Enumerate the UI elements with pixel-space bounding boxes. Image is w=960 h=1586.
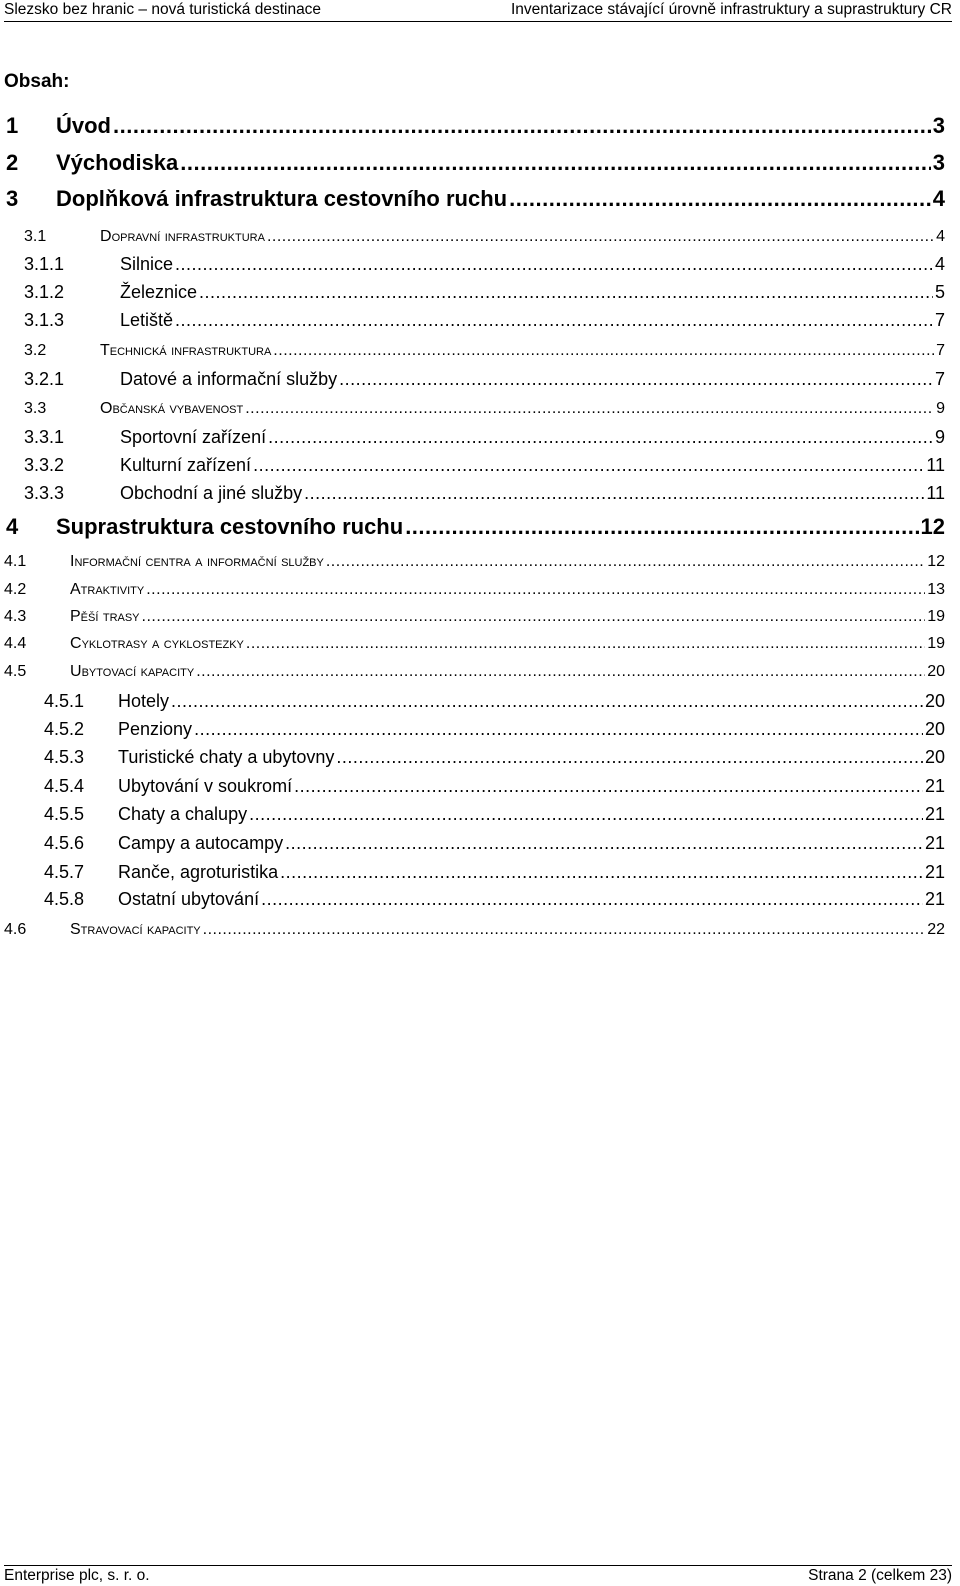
toc-entry-number: 3.3.3: [24, 483, 65, 503]
toc-entry-label: Turistické chaty a ubytovny: [118, 747, 335, 767]
toc-leader-dots: [267, 224, 934, 250]
toc-entry-label: pěší trasy: [70, 608, 140, 625]
toc-entry[interactable]: [4, 278, 945, 306]
toc-entry-label: Ranče, agroturistika: [118, 862, 279, 882]
toc-entry-number: 3.3.2: [24, 455, 65, 475]
toc-entry-label: Chaty a chalupy: [118, 804, 248, 824]
toc-entry-label: technická infrastruktura: [100, 342, 272, 359]
toc-entry-number: 4: [6, 514, 19, 539]
toc-leader-dots: [246, 631, 925, 657]
toc-leader-dots: [268, 423, 933, 451]
toc-entry[interactable]: [4, 148, 945, 178]
toc-entry-label: Ostatní ubytování: [118, 889, 260, 909]
toc-leader-dots: [146, 577, 925, 603]
toc-entry-number: 3.1.1: [24, 254, 65, 274]
toc-entry-number: 3.1.3: [24, 310, 65, 330]
toc-entry[interactable]: [4, 743, 945, 771]
toc-entry-label: Datové a informační služby: [120, 369, 338, 389]
toc-entry-number: 1: [6, 113, 19, 138]
toc-leader-dots: [175, 306, 933, 334]
toc-leader-dots: [142, 604, 926, 630]
toc-leader-dots: [261, 885, 923, 913]
toc-entry-page: 11: [926, 483, 945, 503]
toc-entry[interactable]: [24, 338, 945, 364]
toc-entry-number: 4.2: [4, 581, 27, 598]
toc-entry-page: 21: [924, 889, 945, 909]
toc-entry[interactable]: [4, 800, 945, 828]
toc-entry-page: 21: [924, 862, 945, 882]
toc-entry-page: 7: [934, 310, 945, 330]
toc-entry-number: 4.3: [4, 608, 27, 625]
header-document-title: Inventarizace stávající úrovně infrastruktury a suprastruktury CR: [510, 1, 952, 18]
toc-entry-page: 20: [924, 719, 945, 739]
toc-entry-label: Kulturní zařízení: [120, 455, 252, 475]
toc-leader-dots: [304, 479, 924, 507]
toc-entry[interactable]: [4, 715, 945, 743]
toc-entry[interactable]: [4, 184, 945, 214]
toc-entry-page: 20: [924, 691, 945, 711]
toc-entry-label: Východiska: [56, 150, 179, 175]
toc-entry-label: Suprastruktura cestovního ruchu: [56, 514, 404, 539]
toc-entry-number: 4.4: [4, 635, 27, 652]
toc-entry[interactable]: [4, 772, 945, 800]
toc-entry-page: 19: [927, 635, 945, 652]
toc-entry-page: 4: [932, 186, 945, 211]
toc-entry-page: 21: [924, 804, 945, 824]
toc-entry-number: 3.2: [24, 342, 47, 359]
toc-entry-label: Železnice: [120, 282, 198, 302]
toc-entry-page: 11: [926, 455, 945, 475]
toc-leader-dots: [203, 917, 926, 943]
toc-entry-label: Úvod: [56, 113, 111, 138]
toc-entry-label: stravovací kapacity: [70, 921, 201, 938]
toc-entry-page: 5: [934, 282, 945, 302]
toc-leader-dots: [339, 365, 933, 393]
toc-entry-page: 4: [934, 254, 945, 274]
toc-entry-label: informační centra a informační služby: [70, 553, 324, 570]
toc-leader-dots: [280, 858, 923, 886]
toc-leader-dots: [175, 250, 933, 278]
toc-entry-number: 2: [6, 150, 19, 175]
toc-entry-number: 4.1: [4, 553, 27, 570]
toc-entry[interactable]: [4, 549, 945, 575]
toc-entry-label: Letiště: [120, 310, 174, 330]
toc-entry-number: 4.5.7: [44, 862, 85, 882]
toc-entry[interactable]: [4, 365, 945, 393]
toc-entry-label: Penziony: [118, 719, 193, 739]
page-footer: [4, 1565, 952, 1586]
toc-entry-label: Doplňková infrastruktura cestovního ruchu: [56, 186, 508, 211]
toc-entry-page: 13: [927, 581, 945, 598]
toc-leader-dots: [171, 687, 923, 715]
toc-entry-number: 4.6: [4, 921, 27, 938]
toc-entry-label: Campy a autocampy: [118, 833, 284, 853]
toc-entry[interactable]: [4, 631, 945, 657]
toc-leader-dots: [113, 111, 931, 141]
toc-entry-label: atraktivity: [70, 581, 145, 598]
toc-entry[interactable]: [4, 659, 945, 685]
toc-entry-number: 4.5.8: [44, 889, 85, 909]
toc-entry-page: 21: [924, 776, 945, 796]
toc-entry-page: 9: [934, 427, 945, 447]
toc-entry-page: 4: [936, 228, 945, 245]
toc-entry-page: 19: [927, 608, 945, 625]
toc-entry[interactable]: [4, 885, 945, 913]
toc-entry-page: 7: [934, 369, 945, 389]
toc-entry-number: 4.5.4: [44, 776, 85, 796]
toc-entry-number: 4.5.2: [44, 719, 85, 739]
toc-leader-dots: [509, 184, 931, 214]
toc-leader-dots: [273, 338, 934, 364]
toc-entry-number: 3: [6, 186, 19, 211]
toc-entry[interactable]: [4, 512, 945, 542]
toc-entry-label: ubytovací kapacity: [70, 663, 195, 680]
toc-entry[interactable]: [4, 917, 945, 943]
toc-leader-dots: [194, 715, 923, 743]
toc-entry-page: 3: [932, 113, 945, 138]
toc-leader-dots: [249, 800, 923, 828]
toc-entry[interactable]: [4, 858, 945, 886]
toc-entry[interactable]: [4, 829, 945, 857]
toc-entry-number: 4.5.5: [44, 804, 85, 824]
toc-entry-page: 3: [932, 150, 945, 175]
toc-leader-dots: [196, 659, 925, 685]
toc-entry-label: občanská vybavenost: [100, 400, 244, 417]
toc-entry[interactable]: [4, 687, 945, 715]
toc-entry-number: 3.1: [24, 228, 47, 245]
footer-page-number: Strana 2 (celkem 23): [808, 1567, 952, 1584]
toc-entry[interactable]: [4, 479, 945, 507]
toc-entry-page: 9: [936, 400, 945, 417]
toc-entry[interactable]: [4, 604, 945, 630]
toc-leader-dots: [326, 549, 925, 575]
header-project-title: Slezsko bez hranic – nová turistická destinace: [4, 1, 322, 18]
toc-entry[interactable]: [4, 306, 945, 334]
toc-entry-page: 12: [927, 553, 945, 570]
toc-entry-page: 20: [924, 747, 945, 767]
toc-leader-dots: [285, 829, 923, 857]
toc-entry-number: 4.5: [4, 663, 27, 680]
contents-title: Obsah:: [4, 71, 70, 92]
toc-entry-label: Obchodní a jiné služby: [120, 483, 303, 503]
toc-leader-dots: [294, 772, 923, 800]
toc-leader-dots: [336, 743, 923, 771]
toc-entry-number: 3.2.1: [24, 369, 65, 389]
toc-entry-number: 4.5.6: [44, 833, 85, 853]
toc-entry[interactable]: [4, 250, 945, 278]
toc-entry-number: 3.3.1: [24, 427, 65, 447]
toc-entry-page: 22: [927, 921, 945, 938]
toc-entry[interactable]: [24, 224, 945, 250]
toc-entry-label: cyklotrasy a cyklostezky: [70, 635, 244, 652]
toc-entry-page: 7: [936, 342, 945, 359]
toc-entry-page: 12: [920, 514, 945, 539]
toc-entry-page: 20: [927, 663, 945, 680]
toc-entry-label: Sportovní zařízení: [120, 427, 267, 447]
toc-entry-label: Ubytování v soukromí: [118, 776, 293, 796]
toc-entry[interactable]: [4, 577, 945, 603]
toc-entry-label: dopravní infrastruktura: [100, 228, 265, 245]
toc-entry[interactable]: [4, 423, 945, 451]
toc-entry-page: 21: [924, 833, 945, 853]
toc-entry-number: 3.1.2: [24, 282, 65, 302]
toc-leader-dots: [405, 512, 918, 542]
footer-company: Enterprise plc, s. r. o.: [4, 1567, 150, 1584]
toc-entry[interactable]: [4, 111, 945, 141]
toc-leader-dots: [245, 396, 934, 422]
toc-entry-number: 4.5.1: [44, 691, 85, 711]
toc-leader-dots: [199, 278, 933, 306]
toc-entry[interactable]: [24, 396, 945, 422]
toc-entry-label: Hotely: [118, 691, 170, 711]
toc-entry-number: 4.5.3: [44, 747, 85, 767]
toc-entry[interactable]: [4, 451, 945, 479]
toc-entry-number: 3.3: [24, 400, 47, 417]
toc-entry-label: Silnice: [120, 254, 174, 274]
toc-leader-dots: [253, 451, 924, 479]
toc-leader-dots: [180, 148, 930, 178]
